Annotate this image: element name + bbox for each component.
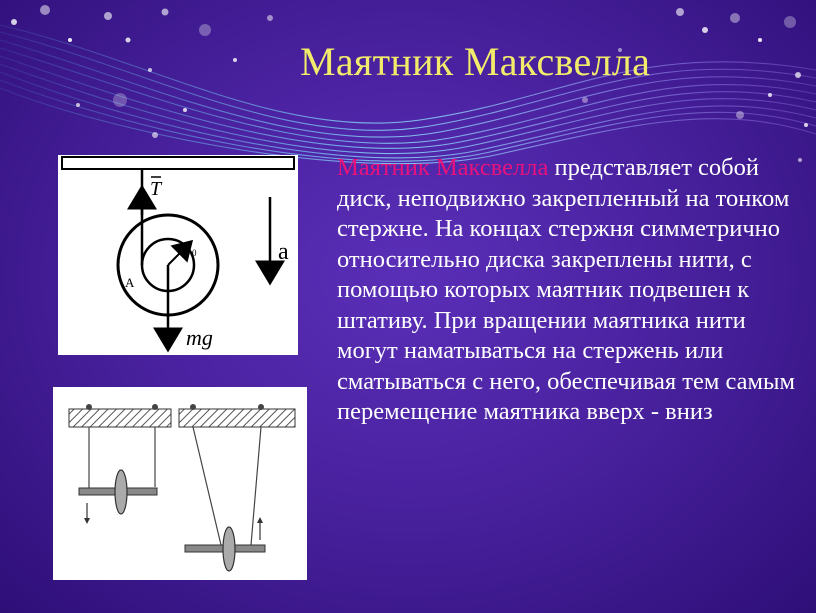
- right-support-bar: [179, 409, 295, 427]
- slide-title: Маятник Максвелла: [300, 39, 651, 84]
- tension-label: T: [150, 178, 162, 200]
- force-diagram-svg: [58, 155, 298, 355]
- left-support-bar: [69, 409, 171, 427]
- slide-body-text: [337, 153, 807, 428]
- right-thread-1: [193, 427, 221, 545]
- point-label: A: [125, 275, 135, 290]
- right-disk: [223, 527, 235, 571]
- body-highlight-term: Маятник Максвелла: [337, 154, 549, 181]
- weight-label: mg: [186, 325, 213, 350]
- acceleration-label: a: [278, 239, 289, 265]
- left-disk: [115, 470, 127, 514]
- pendulum-illustration-svg: [53, 387, 307, 580]
- radius-subscript: 0: [192, 248, 197, 258]
- support-bar: [62, 157, 294, 169]
- pendulum-illustration: [53, 387, 307, 580]
- pendulum-force-diagram: [58, 155, 298, 355]
- radius-label: R: [182, 241, 191, 256]
- body-description: представляет собой диск, неподвижно закрепленный на тонком стержне. На концах стержня симметрично относительно диска закреплены нити, с помощью которых маятник подвешен к штативу. При вращении маятника нити могут наматываться на стержень или сматываться с него, обеспечивая тем самым перемещение маятника вверх - вниз: [337, 154, 795, 425]
